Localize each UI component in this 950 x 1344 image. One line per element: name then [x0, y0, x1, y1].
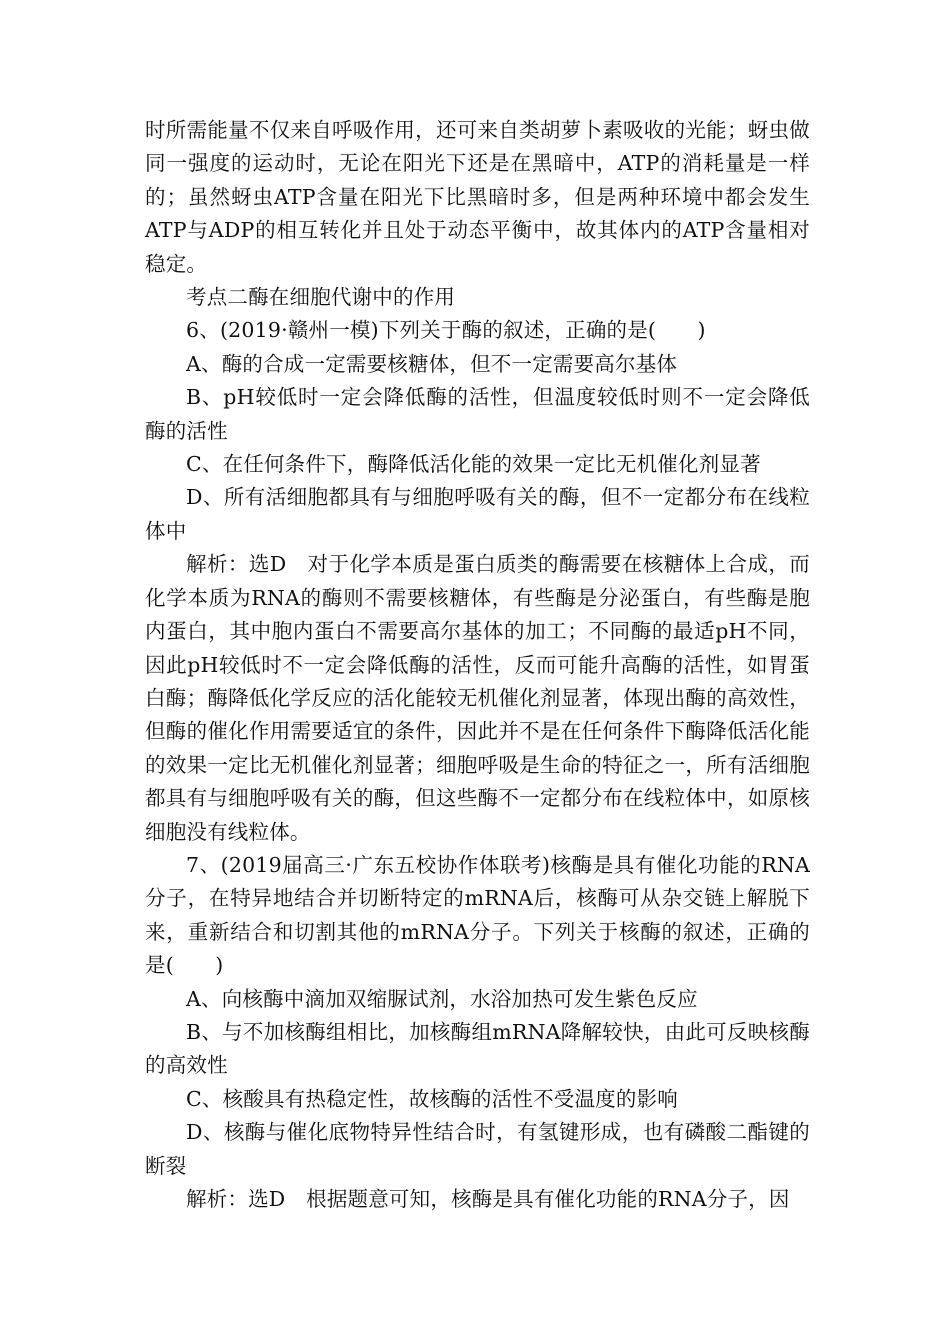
- section-heading: 考点二酶在细胞代谢中的作用: [186, 285, 456, 310]
- question-6-option-c: C、在任何条件下，酶降低活化能的效果一定比无机催化剂显著: [186, 452, 761, 477]
- question-6-option-d: D、所有活细胞都具有与细胞呼吸有关的酶，但不一定都分布在线粒体中: [145, 485, 810, 543]
- question-7-option-d: D、核酶与催化底物特异性结合时，有氢键形成，也有磷酸二酯键的断裂: [145, 1120, 810, 1178]
- question-7-stem: 7、(2019届高三·广东五校协作体联考)核酶是具有催化功能的RNA分子，在特异地结合并切断特定的mRNA后，核酶可从杂交链上解脱下来，重新结合和切割其他的mRNA分子。下列关于核酶的叙述，正确的是( ): [145, 852, 810, 978]
- question-6-option-a: A、酶的合成一定需要核糖体，但不一定需要高尔基体: [186, 351, 678, 376]
- question-6-stem: 6、(2019·赣州一模)下列关于酶的叙述，正确的是( ): [186, 318, 706, 343]
- paragraph-continued: 时所需能量不仅来自呼吸作用，还可来自类胡萝卜素吸收的光能；蚜虫做同一强度的运动时，无论在阳光下还是在黑暗中，ATP的消耗量是一样的；虽然蚜虫ATP含量在阳光下比黑暗时多，但是两种环境中都会发生ATP与ADP的相互转化并且处于动态平衡中，故其体内的ATP含量相对稳定。: [145, 118, 810, 276]
- question-7-option-b: B、与不加核酶组相比，加核酶组mRNA降解较快，由此可反映核酶的高效性: [145, 1019, 810, 1078]
- question-7-option-a: A、向核酶中滴加双缩脲试剂，水浴加热可发生紫色反应: [186, 986, 698, 1011]
- question-7-option-c: C、核酸具有热稳定性，故核酶的活性不受温度的影响: [186, 1086, 678, 1111]
- question-6-analysis: 解析：选D 对于化学本质是蛋白质类的酶需要在核糖体上合成，而化学本质为RNA的酶则不需要核糖体，有些酶是分泌蛋白，有些酶是胞内蛋白，其中胞内蛋白不需要高尔基体的加工；不同酶的最适pH不同，因此pH较低时不一定会降低酶的活性，反而可能升高酶的活性，如胃蛋白酶；酶降低化学反应的活化能较无机催化剂显著，体现出酶的高效性，但酶的催化作用需要适宜的条件，因此并不是在任何条件下酶降低活化能的效果一定比无机催化剂显著；细胞呼吸是生命的特征之一，所有活细胞都具有与细胞呼吸有关的酶，但这些酶不一定都分布在线粒体中，如原核细胞没有线粒体。: [145, 552, 810, 844]
- question-6-option-b: B、pH较低时一定会降低酶的活性，但温度较低时则不一定会降低酶的活性: [145, 385, 810, 443]
- question-7-analysis: 解析：选D 根据题意可知，核酶是具有催化功能的RNA分子，因: [186, 1187, 790, 1211]
- document-page: [145, 114, 810, 1216]
